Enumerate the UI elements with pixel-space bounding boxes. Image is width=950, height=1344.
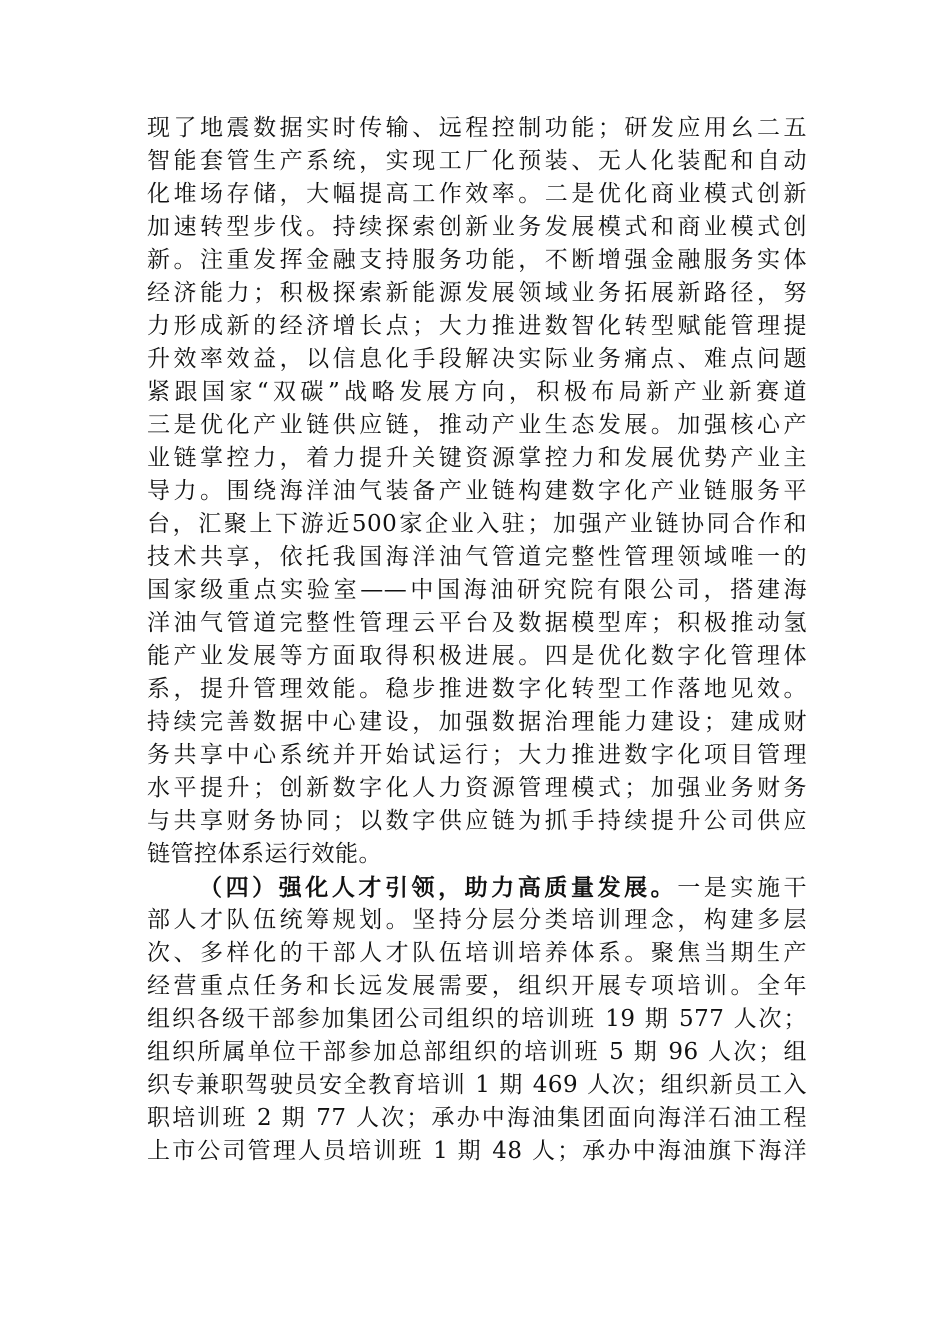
text-line: 技术共享，依托我国海洋油气管道完整性管理领域唯一的: [147, 544, 807, 570]
text-line: 经济能力；积极探索新能源发展领域业务拓展新路径，努: [147, 280, 807, 306]
text-line: 与共享财务协同；以数字供应链为抓手持续提升公司供应: [147, 808, 807, 834]
text-line: 国家级重点实验室——中国海油研究院有限公司，搭建海: [147, 577, 807, 603]
text-line: 升效率效益，以信息化手段解决实际业务痛点、难点问题: [147, 346, 807, 372]
text-line: 力形成新的经济增长点；大力推进数智化转型赋能管理提: [147, 313, 807, 339]
text-line: 持续完善数据中心建设，加强数据治理能力建设；建成财: [147, 709, 807, 735]
text-line: 能产业发展等方面取得积极进展。四是优化数字化管理体: [147, 643, 807, 669]
section-heading: （四）强化人才引领，助力高质量发展。: [199, 874, 678, 901]
text-line: 链管控体系运行效能。: [147, 841, 382, 867]
text-line: 智能套管生产系统，实现工厂化预装、无人化装配和自动: [147, 148, 807, 174]
text-line: 务共享中心系统并开始试运行；大力推进数字化项目管理: [147, 742, 807, 768]
text-line: 导力。围绕海洋油气装备产业链构建数字化产业链服务平: [147, 478, 807, 504]
document-body: [147, 112, 807, 1168]
text-line: 新。注重发挥金融支持服务功能，不断增强金融服务实体: [147, 247, 807, 273]
text-line: 上市公司管理人员培训班 1 期 48 人；承办中海油旗下海洋: [147, 1138, 807, 1164]
text-line: 业链掌控力，着力提升关键资源掌控力和发展优势产业主: [147, 445, 807, 471]
text-line: 洋油气管道完整性管理云平台及数据模型库；积极推动氢: [147, 610, 807, 636]
text-line: 加速转型步伐。持续探索创新业务发展模式和商业模式创: [147, 214, 807, 240]
text-line: 组织各级干部参加集团公司组织的培训班 19 期 577 人次；: [147, 1006, 807, 1032]
text-line: 部人才队伍统筹规划。坚持分层分类培训理念，构建多层: [147, 907, 807, 933]
text-line: 经营重点任务和长远发展需要，组织开展专项培训。全年: [147, 973, 807, 999]
text-line: 职培训班 2 期 77 人次；承办中海油集团面向海洋石油工程: [147, 1105, 807, 1131]
text-line: 水平提升；创新数字化人力资源管理模式；加强业务财务: [147, 775, 807, 801]
text-line: 系，提升管理效能。稳步推进数字化转型工作落地见效。: [147, 676, 807, 702]
section-first-line-rest: 一是实施干: [677, 875, 808, 901]
section-first-line: [147, 871, 807, 904]
text-line: 次、多样化的干部人才队伍培训培养体系。聚焦当期生产: [147, 940, 807, 966]
text-line: 三是优化产业链供应链，推动产业生态发展。加强核心产: [147, 412, 807, 438]
text-line: 织专兼职驾驶员安全教育培训 1 期 469 人次；组织新员工入: [147, 1072, 807, 1098]
text-line: 化堆场存储，大幅提高工作效率。二是优化商业模式创新: [147, 181, 807, 207]
text-line: 紧跟国家“双碳”战略发展方向，积极布局新产业新赛道: [147, 379, 807, 405]
text-line: 台，汇聚上下游近500家企业入驻；加强产业链协同合作和: [147, 511, 807, 537]
text-line: 现了地震数据实时传输、远程控制功能；研发应用幺二五: [147, 115, 807, 141]
text-line: 组织所属单位干部参加总部组织的培训班 5 期 96 人次；组: [147, 1039, 807, 1065]
